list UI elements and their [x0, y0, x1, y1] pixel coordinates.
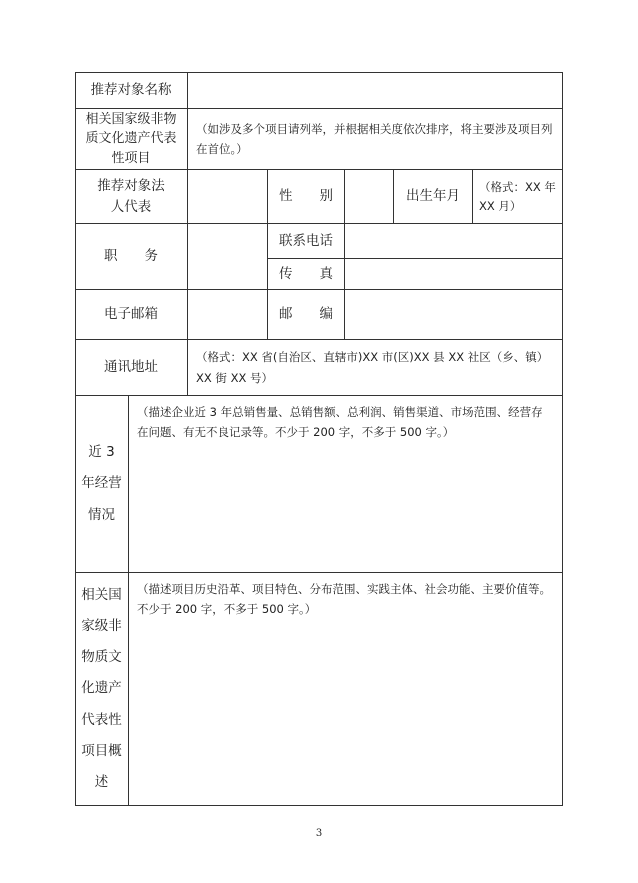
field-birth-date[interactable]: （格式：XX 年 XX 月）	[473, 170, 563, 224]
label-related-project: 相关国家级非物质文化遗产代表性项目	[75, 109, 188, 170]
field-gender[interactable]	[345, 170, 394, 224]
field-recommended-name[interactable]	[188, 72, 563, 109]
label-fax: 传 真	[268, 259, 345, 290]
label-gender: 性 别	[268, 170, 345, 224]
label-legal-representative: 推荐对象法人代表	[75, 170, 188, 224]
field-postcode[interactable]	[345, 290, 563, 340]
field-position[interactable]	[188, 224, 268, 290]
form-table	[75, 72, 563, 806]
field-related-project[interactable]: （如涉及多个项目请列举，并根据相关度依次排序，将主要涉及项目列在首位。）	[188, 109, 563, 170]
field-phone[interactable]	[345, 224, 563, 259]
label-recommended-name: 推荐对象名称	[75, 72, 188, 109]
label-project-overview: 相关国家级非物质文化遗产代表性项目概述	[75, 573, 129, 806]
label-address: 通讯地址	[75, 340, 188, 396]
field-legal-representative[interactable]	[188, 170, 268, 224]
field-project-overview[interactable]: （描述项目历史沿革、项目特色、分布范围、实践主体、社会功能、主要价值等。不少于 200 字，不多于 500 字。）	[129, 573, 563, 806]
field-fax[interactable]	[345, 259, 563, 290]
field-email[interactable]	[188, 290, 268, 340]
label-position: 职 务	[75, 224, 188, 290]
label-postcode: 邮 编	[268, 290, 345, 340]
label-operations: 近 3 年经营情况	[75, 396, 129, 573]
label-phone: 联系电话	[268, 224, 345, 259]
page-number: 3	[315, 828, 323, 839]
label-email: 电子邮箱	[75, 290, 188, 340]
label-birth-date: 出生年月	[394, 170, 473, 224]
field-operations[interactable]: （描述企业近 3 年总销售量、总销售额、总利润、销售渠道、市场范围、经营存在问题、有无不良记录等。不少于 200 字，不多于 500 字。）	[129, 396, 563, 573]
field-address[interactable]: （格式：XX 省(自治区、直辖市)XX 市(区)XX 县 XX 社区（乡、镇）XX 街 XX 号）	[188, 340, 563, 396]
